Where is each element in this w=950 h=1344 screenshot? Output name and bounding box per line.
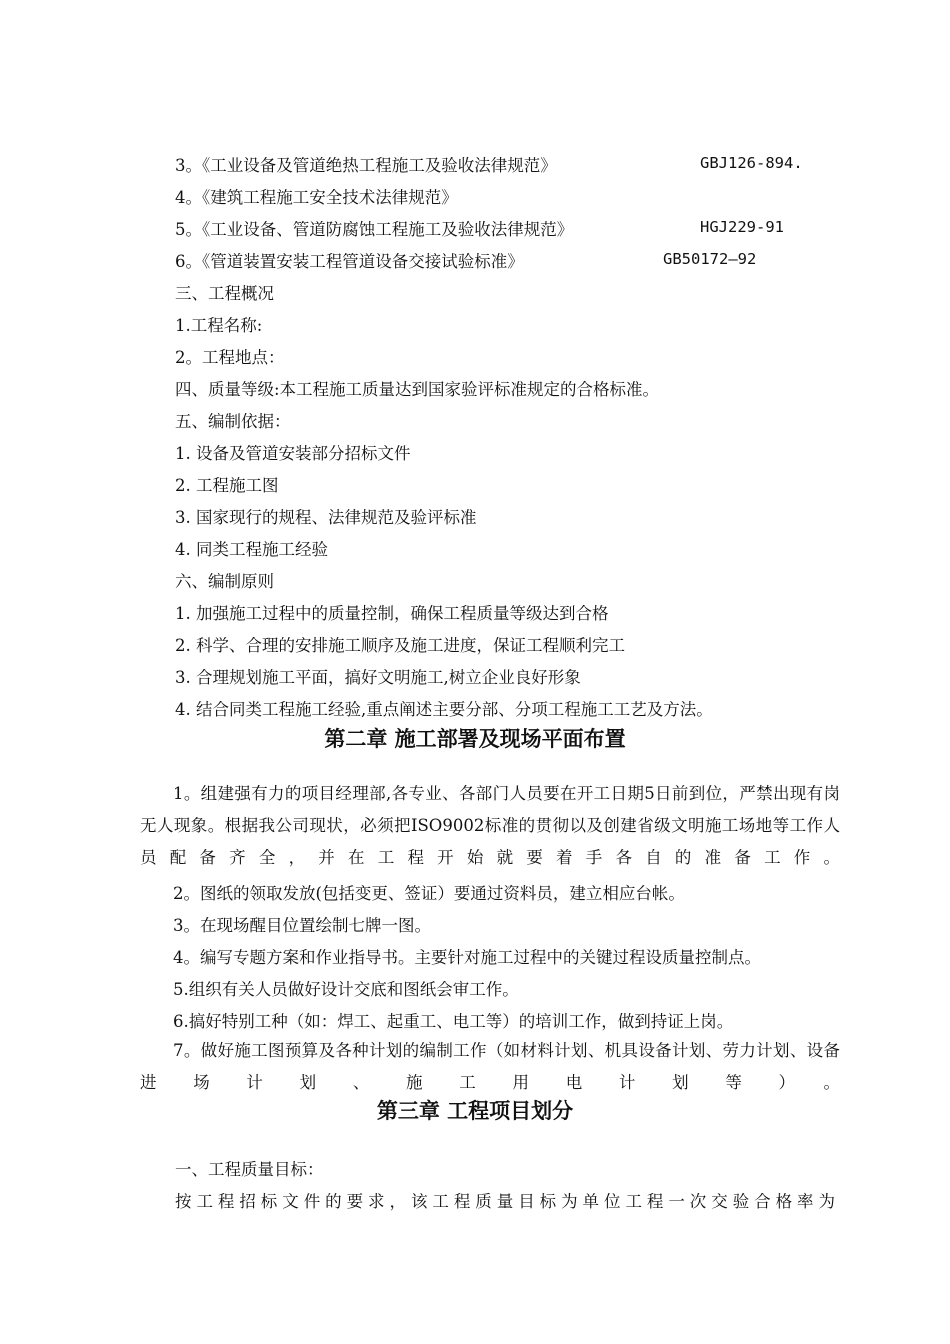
chapter-2-item-6: 6.搞好特别工种（如：焊工、起重工、电工等）的培训工作，做到持证上岗。 [173,1012,734,1031]
chapter-2-item-7: 7。做好施工图预算及各种计划的编制工作（如材料计划、机具设备计划、劳力计划、设备进场计划、施工用电计划等）。 [140,1041,840,1092]
chapter-2-title: 第二章 施工部署及现场平面布置 [324,727,626,751]
section-project-overview: 三、工程概况 [175,284,274,303]
principle-item-1: 1. 加强施工过程中的质量控制，确保工程质量等级达到合格 [175,604,609,623]
chapter-2-item-5: 5.组织有关人员做好设计交底和图纸会审工作。 [173,980,519,999]
chapter-2-item-4: 4。编写专题方案和作业指导书。主要针对施工过程中的关键过程设质量控制点。 [173,948,761,967]
section-quality-grade: 四、质量等级:本工程施工质量达到国家验评标准规定的合格标准。 [175,380,660,399]
quality-target-heading: 一、工程质量目标： [175,1160,324,1179]
quality-target-paragraph: 按工程招标文件的要求，该工程质量目标为单位工程一次交验合格率为 [175,1192,835,1211]
standard-code-6: GB50172—92 [663,250,757,268]
chapter-2-paragraph-1: 1。组建强有力的项目经理部,各专业、各部门人员要在开工日期5日前到位，严禁出现有岗无人现象。根据我公司现状，必须把ISO9002标准的贯彻以及创建省级文明施工场地等工作人员配备齐全，并在工程开始就要着手各自的准备工作。 [140,784,840,867]
principle-item-4: 4. 结合同类工程施工经验,重点阐述主要分部、分项工程施工工艺及方法。 [175,700,713,719]
chapter-2-item-2: 2。图纸的领取发放(包括变更、签证）要通过资料员，建立相应台帐。 [173,884,685,903]
standard-code-3: GBJ126-894. [700,154,803,172]
section-compilation-principles: 六、编制原则 [175,572,274,591]
standard-item-4: 4。《建筑工程施工安全技术法律规范》 [175,188,458,207]
basis-item-2: 2. 工程施工图 [175,476,279,495]
standard-item-6: 6。《管道装置安装工程管道设备交接试验标准》 [175,252,524,271]
basis-item-1: 1. 设备及管道安装部分招标文件 [175,444,411,463]
project-name-line: 1.工程名称: [175,316,263,335]
chapter-2-item-3: 3。在现场醒目位置绘制七牌一图。 [173,916,431,935]
principle-item-3: 3. 合理规划施工平面，搞好文明施工,树立企业良好形象 [175,668,581,687]
standard-code-5: HGJ229-91 [700,218,784,236]
project-location-line: 2。工程地点： [175,348,285,367]
standard-item-5: 5。《工业设备、管道防腐蚀工程施工及验收法律规范》 [175,220,574,239]
basis-item-3: 3. 国家现行的规程、法律规范及验评标准 [175,508,477,527]
basis-item-4: 4. 同类工程施工经验 [175,540,328,559]
chapter-3-title: 第三章 工程项目划分 [376,1099,574,1123]
principle-item-2: 2. 科学、合理的安排施工顺序及施工进度，保证工程顺利完工 [175,636,625,655]
section-compilation-basis: 五、编制依据： [175,412,291,431]
standard-item-3: 3。《工业设备及管道绝热工程施工及验收法律规范》 [175,156,557,175]
